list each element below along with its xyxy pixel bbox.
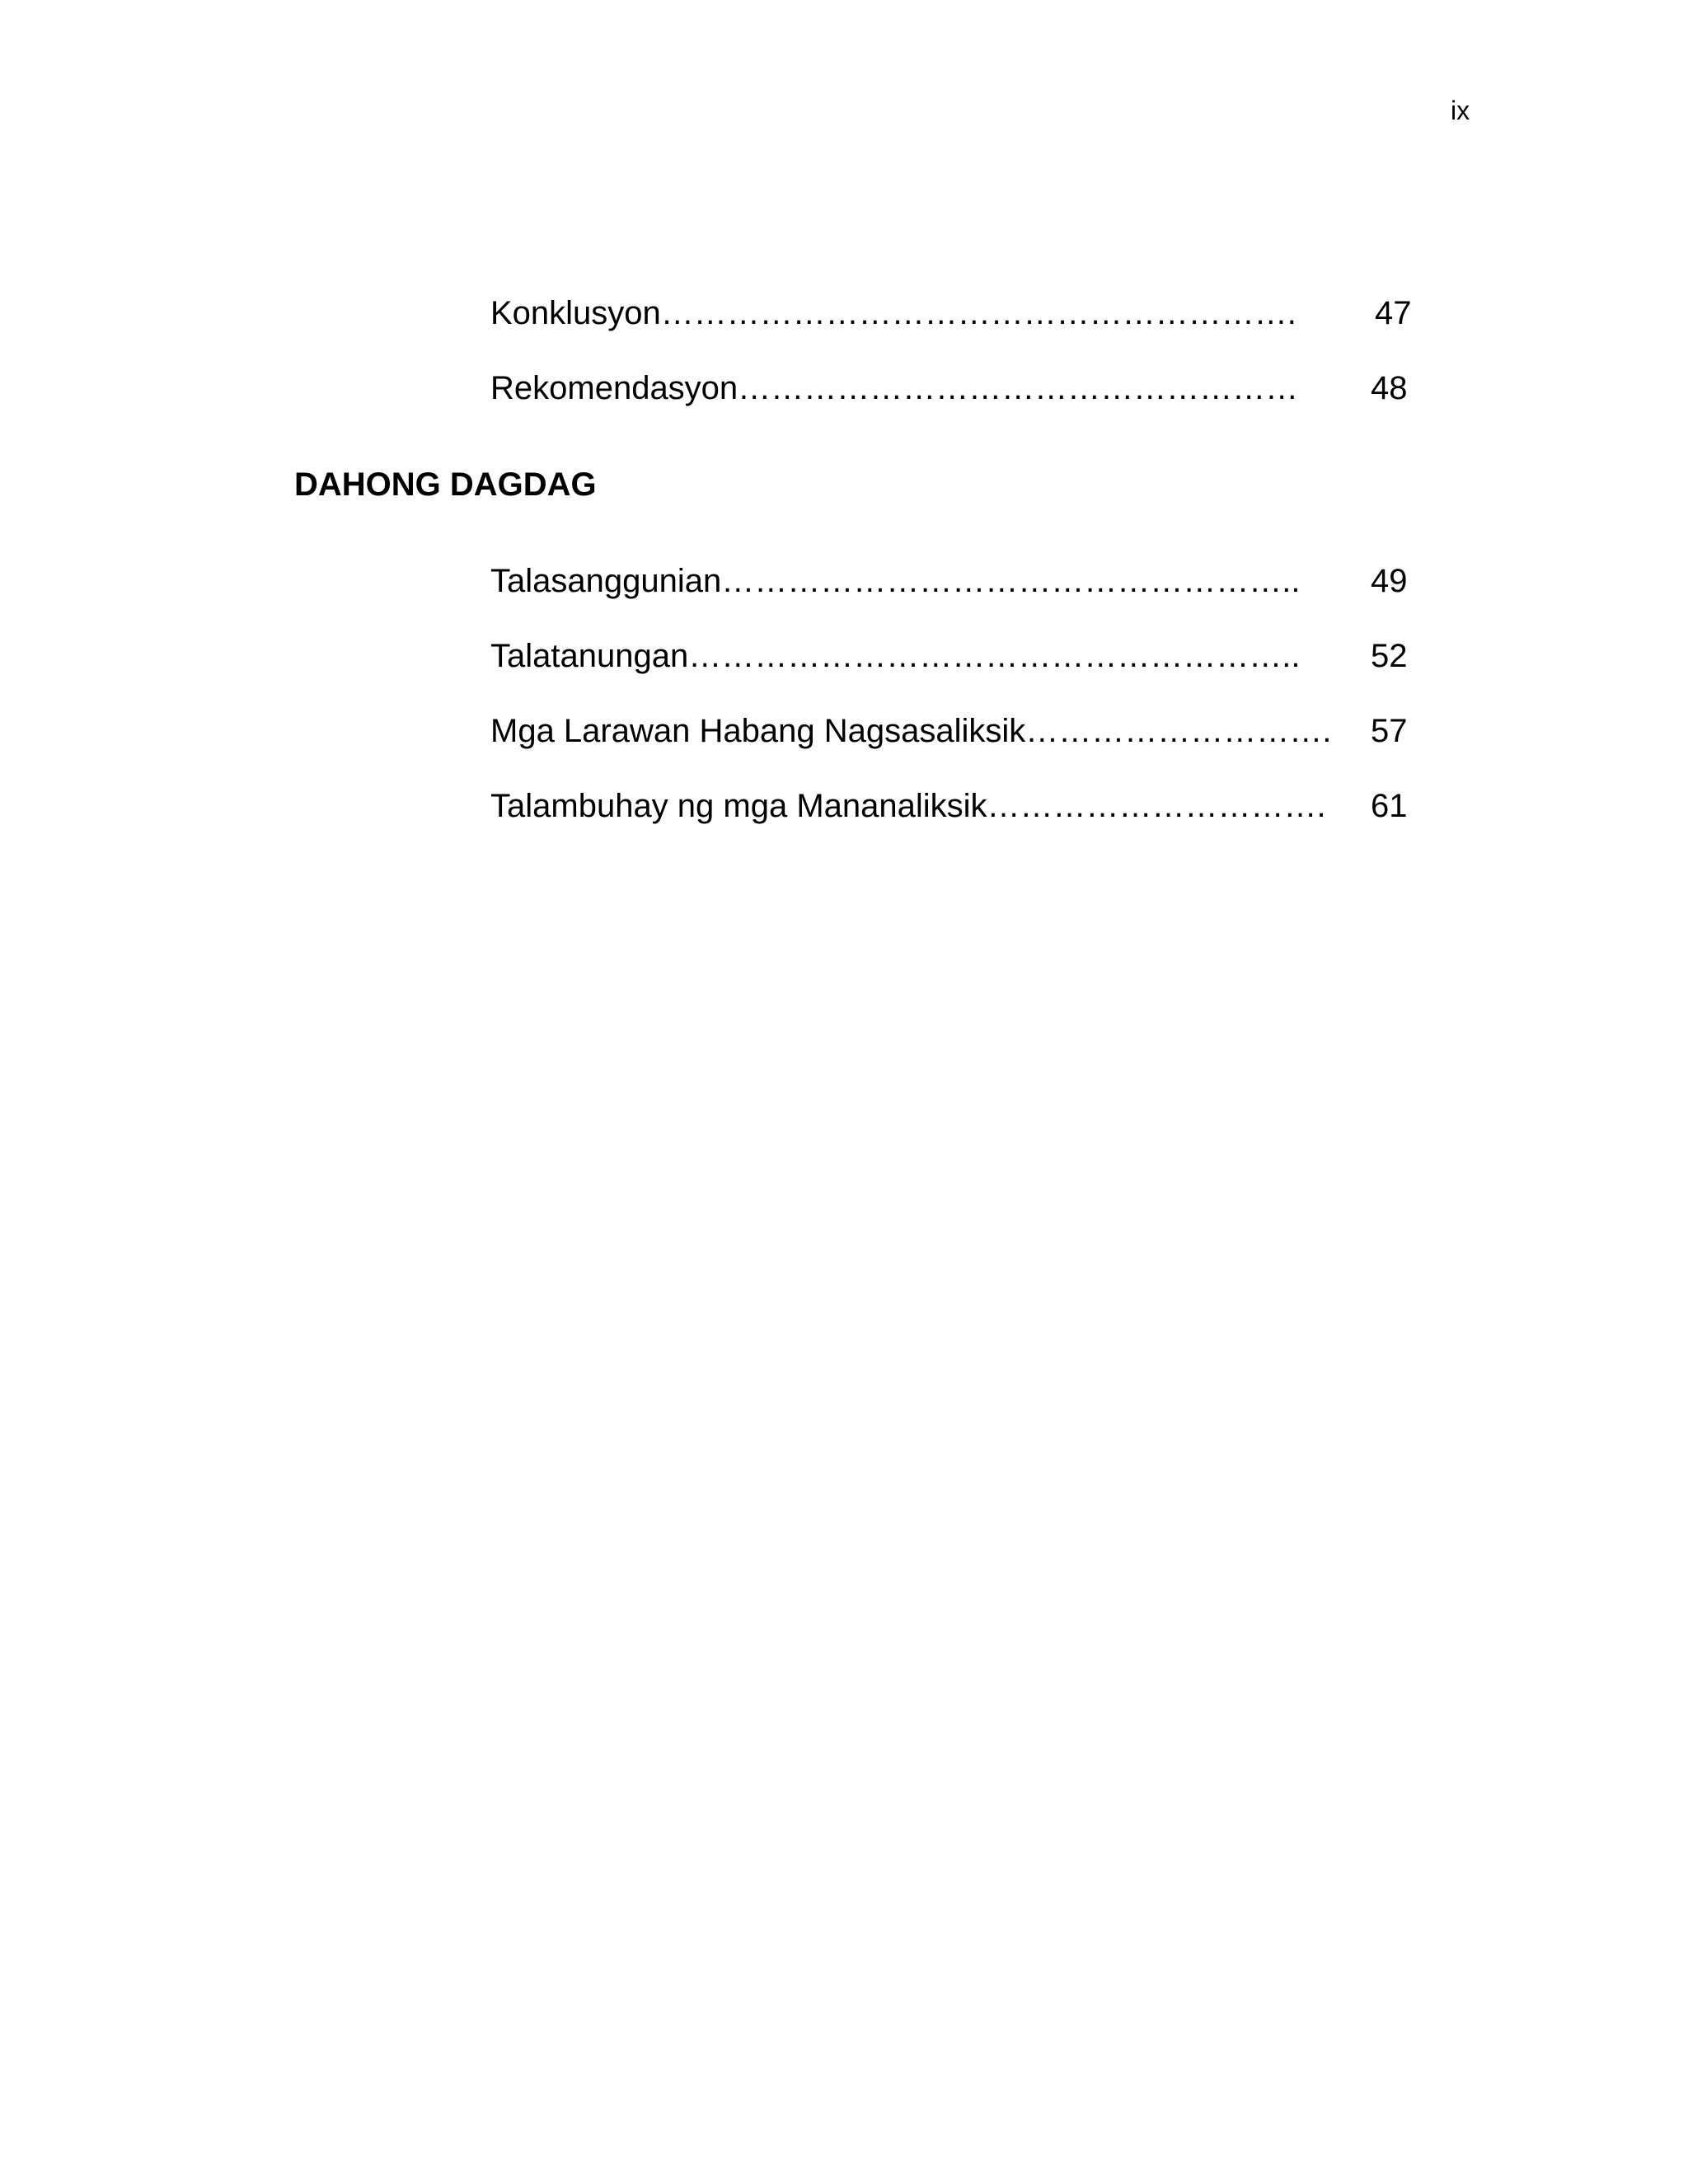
- toc-page-rekomendasyon: 48: [1371, 370, 1408, 406]
- toc-entry-talatanungan: Talatanungan………………………………………………..: [490, 638, 1301, 674]
- toc-page-mga-larawan: 57: [1371, 713, 1408, 749]
- toc-entry-konklusyon: Konklusyon………………………………………………….: [490, 295, 1296, 331]
- toc-page-talasanggunian: 49: [1371, 563, 1408, 599]
- toc-page-konklusyon: 47: [1375, 295, 1412, 331]
- toc-entry-talambuhay: Talambuhay ng mga Mananaliksik………………………….: [490, 788, 1326, 824]
- page-number: ix: [1451, 96, 1470, 125]
- toc-page-talambuhay: 61: [1371, 788, 1408, 824]
- toc-entry-rekomendasyon: Rekomendasyon……………………………………………: [490, 370, 1299, 406]
- toc-page-talatanungan: 52: [1371, 638, 1408, 674]
- toc-entry-talasanggunian: Talasanggunian……………………………………………..: [490, 563, 1301, 599]
- toc-entry-mga-larawan: Mga Larawan Habang Nagsasaliksik……………………….: [490, 713, 1332, 749]
- section-heading: DAHONG DAGDAG: [294, 466, 597, 503]
